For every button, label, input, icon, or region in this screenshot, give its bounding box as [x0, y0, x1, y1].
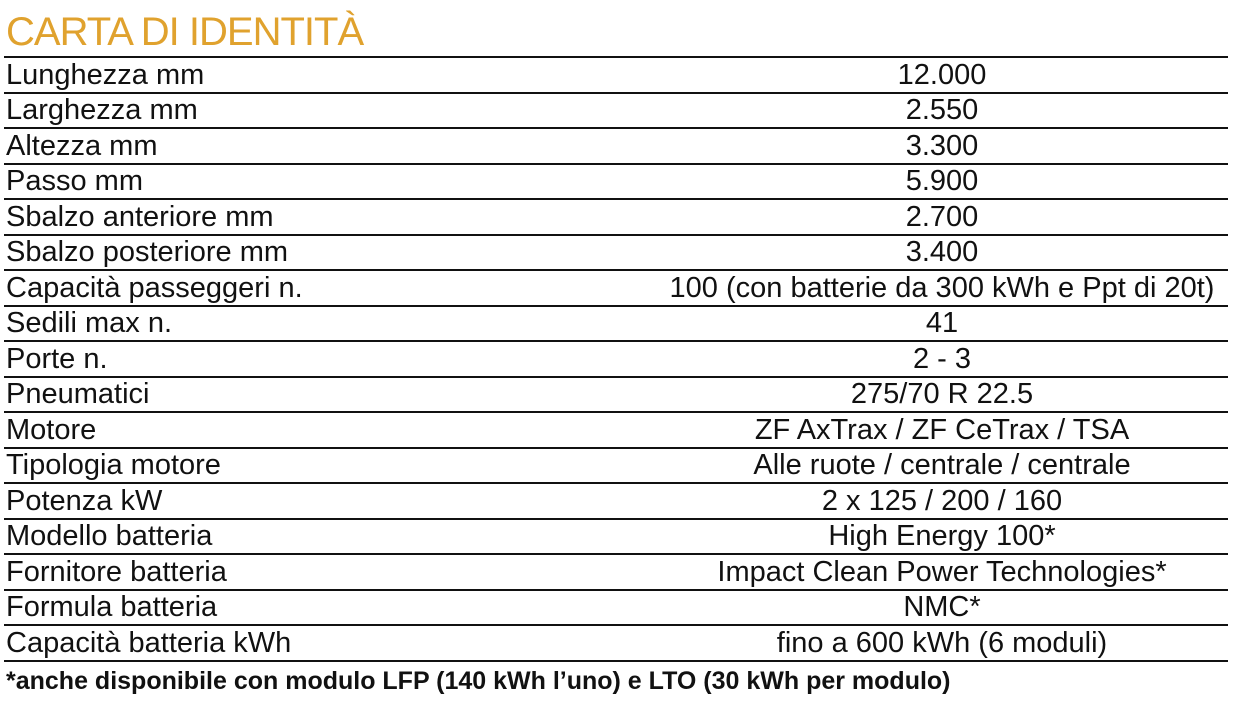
row-label: Capacità passeggeri n.: [6, 272, 303, 303]
row-value: ZF AxTrax / ZF CeTrax / TSA: [754, 414, 1130, 445]
row-label: Potenza kW: [6, 485, 163, 516]
document-title: CARTA DI IDENTITÀ: [6, 10, 364, 54]
row-value: 275/70 R 22.5: [850, 379, 1034, 410]
row-value: 3.400: [905, 237, 979, 268]
row-label: Larghezza mm: [6, 95, 198, 126]
row-label: Sbalzo posteriore mm: [6, 237, 289, 268]
row-value: 41: [925, 308, 959, 339]
row-label: Lunghezza mm: [6, 59, 205, 90]
table-row: [4, 236, 1228, 272]
table-row: [4, 94, 1228, 130]
row-value: Alle ruote / centrale / centrale: [753, 450, 1131, 481]
row-value: 2.550: [905, 95, 979, 126]
row-value: fino a 600 kWh (6 moduli): [776, 627, 1108, 658]
table-row: [4, 449, 1228, 485]
row-label: Sedili max n.: [6, 308, 173, 339]
row-value: 12.000: [897, 59, 987, 90]
row-value: 2 x 125 / 200 / 160: [821, 485, 1063, 516]
row-label: Sbalzo anteriore mm: [6, 201, 274, 232]
table-row: [4, 626, 1228, 662]
row-label: Capacità batteria kWh: [6, 627, 292, 658]
table-row: [4, 591, 1228, 627]
table-row: [4, 520, 1228, 556]
row-value: 2 - 3: [912, 343, 972, 374]
row-value: 3.300: [905, 130, 979, 161]
table-row: [4, 200, 1228, 236]
row-label: Altezza mm: [6, 130, 158, 161]
table-row: [4, 378, 1228, 414]
row-label: Modello batteria: [6, 521, 213, 552]
table-row: [4, 413, 1228, 449]
row-label: Fornitore batteria: [6, 556, 227, 587]
table-row: [4, 484, 1228, 520]
row-value: 100 (con batterie da 300 kWh e Ppt di 20t): [669, 272, 1215, 303]
row-value: 2.700: [905, 201, 979, 232]
row-value: Impact Clean Power Technologies*: [717, 556, 1167, 587]
row-label: Motore: [6, 414, 97, 445]
table-row: [4, 58, 1228, 94]
row-label: Porte n.: [6, 343, 108, 374]
table-row: [4, 129, 1228, 165]
row-value: High Energy 100*: [828, 521, 1056, 552]
row-value: 5.900: [905, 166, 979, 197]
row-value: NMC*: [903, 592, 981, 623]
table-row: [4, 271, 1228, 307]
spec-table: [4, 56, 1228, 662]
table-row: [4, 307, 1228, 343]
footnote: *anche disponibile con modulo LFP (140 kWh l’uno) e LTO (30 kWh per modulo): [6, 667, 951, 695]
row-label: Pneumatici: [6, 379, 150, 410]
row-label: Tipologia motore: [6, 450, 221, 481]
row-label: Passo mm: [6, 166, 143, 197]
table-row: [4, 555, 1228, 591]
row-label: Formula batteria: [6, 592, 218, 623]
table-row: [4, 165, 1228, 201]
table-row: [4, 342, 1228, 378]
